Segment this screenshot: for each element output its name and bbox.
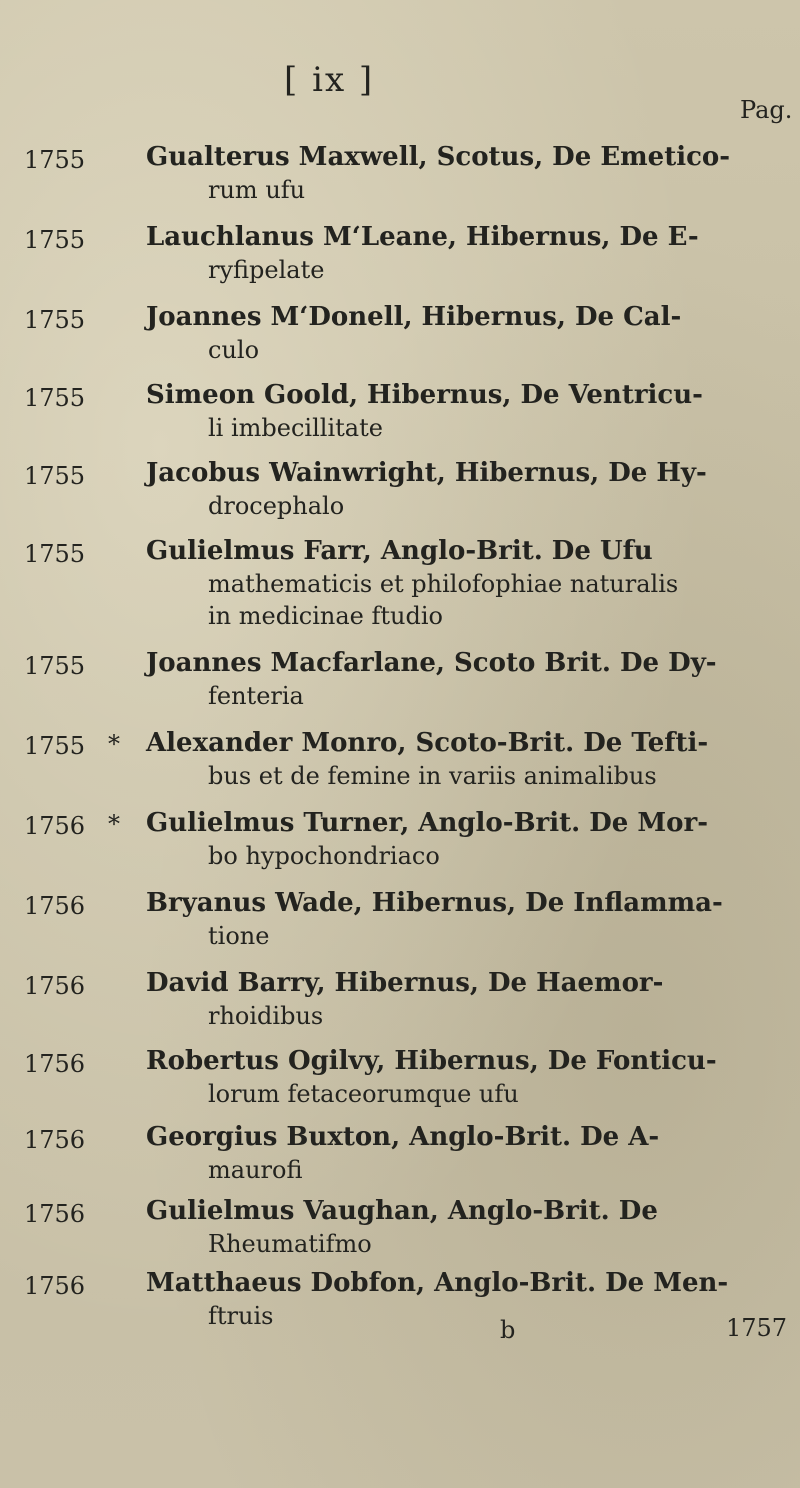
entry-continuation: ftruis — [208, 1302, 274, 1330]
signature-mark: b — [500, 1316, 516, 1344]
entry-continuation: Rheumatifmo — [208, 1230, 372, 1258]
entry-year: 1755 — [24, 384, 86, 412]
entry-title: Lauchlanus M‘Leane, Hibernus, De E- — [146, 222, 699, 252]
page-header: [ ix ] — [284, 60, 375, 100]
entry-continuation: fenteria — [208, 682, 304, 710]
page-label: Pag. — [740, 96, 793, 124]
entry-title: Gulielmus Turner, Anglo-Brit. De Mor- — [146, 808, 708, 838]
entry-year: 1756 — [24, 892, 86, 920]
entry-continuation: ryfipelate — [208, 256, 325, 284]
entry-title: Georgius Buxton, Anglo-Brit. De A- — [146, 1122, 660, 1152]
entry-title: Joannes Macfarlane, Scoto Brit. De Dy- — [146, 648, 717, 678]
entry-continuation: bus et de femine in variis animalibus — [208, 762, 657, 790]
entry-year: 1756 — [24, 1272, 86, 1300]
entry-year: 1755 — [24, 652, 86, 680]
entry-mark: * — [108, 810, 120, 838]
entry-title: Alexander Monro, Scoto-Brit. De Tefti- — [146, 728, 709, 758]
entry-title: Robertus Ogilvy, Hibernus, De Fonticu- — [146, 1046, 717, 1076]
entry-title: Matthaeus Dobfon, Anglo-Brit. De Men- — [146, 1268, 729, 1298]
entry-year: 1756 — [24, 1050, 86, 1078]
entry-continuation: culo — [208, 336, 260, 364]
entry-continuation: rum ufu — [208, 176, 306, 204]
entry-year: 1755 — [24, 226, 86, 254]
entry-title: Gualterus Maxwell, Scotus, De Emetico- — [146, 142, 731, 172]
entry-title: Gulielmus Farr, Anglo-Brit. De Ufu — [146, 536, 653, 566]
entry-continuation: bo hypochondriaco — [208, 842, 440, 870]
entry-title: David Barry, Hibernus, De Haemor- — [146, 968, 664, 998]
entry-mark: * — [108, 730, 120, 758]
entry-continuation: rhoidibus — [208, 1002, 324, 1030]
entry-year: 1756 — [24, 812, 86, 840]
entry-year: 1756 — [24, 972, 86, 1000]
entry-title: Gulielmus Vaughan, Anglo-Brit. De — [146, 1196, 658, 1226]
entry-title: Joannes M‘Donell, Hibernus, De Cal- — [146, 302, 682, 332]
entry-continuation: maurofi — [208, 1156, 303, 1184]
entry-year: 1755 — [24, 540, 86, 568]
entry-continuation: in medicinae ftudio — [208, 602, 443, 630]
entry-year: 1755 — [24, 732, 86, 760]
entry-year: 1755 — [24, 306, 86, 334]
entry-title: Jacobus Wainwright, Hibernus, De Hy- — [146, 458, 707, 488]
entry-year: 1755 — [24, 462, 86, 490]
entry-title: Bryanus Wade, Hibernus, De Inflamma- — [146, 888, 723, 918]
entry-continuation: lorum fetaceorumque ufu — [208, 1080, 519, 1108]
entry-title: Simeon Goold, Hibernus, De Ventricu- — [146, 380, 703, 410]
entry-continuation: drocephalo — [208, 492, 345, 520]
entry-continuation: li imbecillitate — [208, 414, 383, 442]
entry-year: 1755 — [24, 146, 86, 174]
entry-continuation: tione — [208, 922, 270, 950]
catchword: 1757 — [726, 1314, 788, 1342]
entry-continuation: mathematicis et philofophiae naturalis — [208, 570, 679, 598]
entry-year: 1756 — [24, 1200, 86, 1228]
entry-year: 1756 — [24, 1126, 86, 1154]
